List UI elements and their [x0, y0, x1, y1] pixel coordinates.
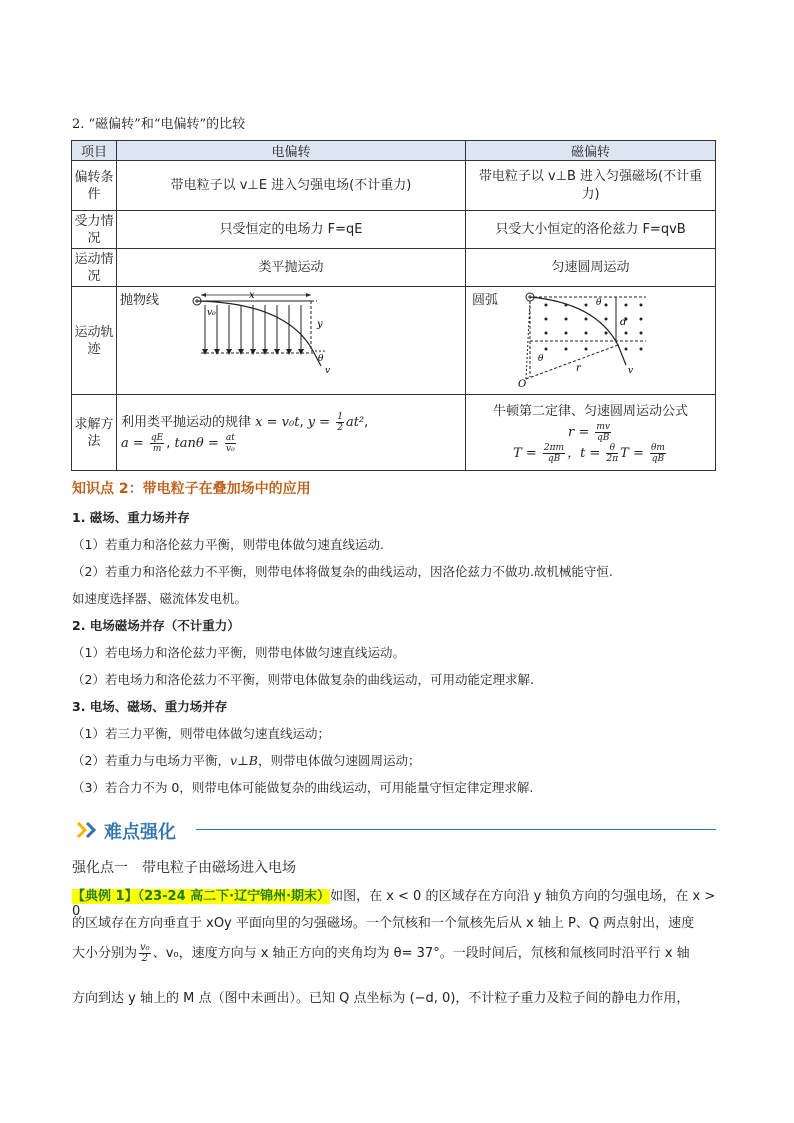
v-label: v	[628, 366, 634, 376]
cell-magnetic-diagram	[466, 287, 716, 395]
cell-magnetic-method	[466, 395, 716, 471]
table-row	[72, 211, 716, 249]
knowledge-point-title: 知识点 2：带电粒子在叠加场中的应用	[72, 481, 311, 497]
parabola-label: 抛物线	[120, 293, 160, 308]
formula-y: y = $\frac{1}{2}$ at²	[307, 411, 365, 433]
subsection-title: 3. 电场、磁场、重力场并存	[72, 699, 228, 714]
r-label: r	[576, 363, 581, 374]
point-title: 强化点一 带电粒子由磁场进入电场	[72, 860, 296, 876]
method-text: 牛顿第二定律、匀速圆周运动公式	[492, 403, 688, 419]
text-line	[72, 751, 421, 769]
table-row	[72, 287, 716, 395]
comparison-table	[71, 140, 716, 471]
table-row	[72, 161, 716, 211]
text-line: （1）若三力平衡，则带电体做匀速直线运动；	[72, 726, 330, 741]
cell-electric: 只受恒定的电场力 F=qE	[117, 211, 466, 249]
x-label: x	[249, 291, 255, 301]
example-line-2: 的区域存在方向垂直于 xOy 平面向里的匀强磁场。一个氘核和一个氚核先后从 x 轴上 P、Q 两点射出，速度	[72, 916, 695, 931]
row-label: 运动情况	[72, 249, 117, 287]
cell-electric-method: 利用类平抛运动的规律 x = v₀t, y = $\frac{1}{2}$ at², a = $\frac{qE}{m}$ , tanθ = $\frac{at}{\text{v₀}}$	[117, 395, 466, 471]
table-row	[72, 395, 716, 471]
text-part: 如图，在 x < 0 的区域存在方向沿 y 轴负方向的匀强电场，在 x > 0	[72, 889, 716, 919]
formula-tan: tanθ = $\frac{at}{\text{v₀}}$	[174, 432, 235, 454]
v-label: v	[325, 366, 331, 376]
example-line-3	[72, 942, 690, 964]
text-line: （2）若电场力和洛伦兹力不平衡，则带电体做复杂的曲线运动，可用动能定理求解.	[72, 672, 534, 687]
header-magnetic: 磁偏转	[466, 141, 716, 161]
formula-r: r = $\frac{mv}{qB}$	[568, 421, 610, 443]
row-label: 求解方法	[72, 395, 117, 471]
formula-x: x = v₀t	[255, 414, 300, 430]
text-line: 如速度选择器、磁流体发电机。	[72, 591, 248, 606]
theta-label: θ	[318, 354, 324, 364]
table-row	[72, 249, 716, 287]
difficult-section-title: 难点强化	[104, 822, 176, 843]
example-line-4: 方向到达 y 轴上的 M 点（图中未画出）。已知 Q 点坐标为 (−d, 0)，不计粒子重力及粒子间的静电力作用，	[72, 991, 690, 1006]
cell-electric: 类平抛运动	[117, 249, 466, 287]
text-line: （3）若合力不为 0，则带电体可能做复杂的曲线运动，可用能量守恒定律定理求解.	[72, 780, 534, 795]
text-line: （2）若重力和洛伦兹力不平衡，则带电体将做复杂的曲线运动，因洛伦兹力不做功.故机械能守恒.	[72, 564, 613, 579]
formula-t: T = $\frac{2\pi m}{qB}$ ，t = $\frac{\theta}{2\pi}$ T = $\frac{\theta m}{qB}$	[513, 442, 665, 464]
method-text: 利用类平抛运动的规律	[121, 414, 252, 430]
text-part: （2）若重力与电场力平衡，	[72, 753, 230, 768]
cell-magnetic: 带电粒子以 v⊥B 进入匀强磁场(不计重力)	[466, 161, 716, 211]
text-line: （1）若电场力和洛伦兹力平衡，则带电体做匀速直线运动。	[72, 645, 405, 660]
section-divider	[196, 829, 716, 830]
subsection-title: 2. 电场磁场并存（不计重力）	[72, 618, 240, 633]
row-label: 运动轨迹	[72, 287, 117, 395]
section-chevron-icon	[76, 820, 100, 844]
arc-label: 圆弧	[472, 293, 499, 308]
cell-electric: 带电粒子以 v⊥E 进入匀强电场(不计重力)	[117, 161, 466, 211]
cell-magnetic: 只受大小恒定的洛伦兹力 F=qvB	[466, 211, 716, 249]
cell-electric-diagram	[117, 287, 466, 395]
text-part: 大小分别为	[72, 946, 138, 961]
math-part: v⊥B	[229, 753, 258, 768]
row-label: 偏转条件	[72, 161, 117, 211]
header-item: 项目	[72, 141, 117, 161]
y-label: y	[317, 319, 323, 330]
theta-top-label: θ	[596, 298, 602, 308]
text-part: ，则带电体做匀速圆周运动；	[257, 753, 421, 768]
d-label: d	[620, 317, 627, 328]
row-label: 受力情况	[72, 211, 117, 249]
subsection-title: 1. 磁场、重力场并存	[72, 510, 190, 525]
header-electric: 电偏转	[117, 141, 466, 161]
text-line: （1）若重力和洛伦兹力平衡，则带电体做匀速直线运动.	[72, 537, 384, 552]
cell-magnetic: 匀速圆周运动	[466, 249, 716, 287]
section-title: 2. “磁偏转”和“电偏转”的比较	[72, 117, 246, 132]
magnetic-deflection-diagram	[516, 289, 666, 389]
text-part: 、v₀，速度方向与 x 轴正方向的夹角均为 θ= 37°。一段时间后，氘核和氚核同时沿平行 x 轴	[152, 946, 690, 961]
v0-label: v₀	[207, 308, 216, 318]
example-tag: 【典例 1】（23-24 高二下·辽宁锦州·期末）	[72, 889, 331, 904]
formula-a: a = $\frac{qE}{m}$	[121, 432, 164, 454]
theta-bottom-label: θ	[538, 354, 544, 364]
o-label: O	[518, 379, 527, 389]
table-header-row	[72, 141, 716, 161]
fraction-v0-over-2: $\frac{\text{v₀}}{2}$	[140, 942, 150, 964]
electric-deflection-diagram	[187, 291, 347, 379]
